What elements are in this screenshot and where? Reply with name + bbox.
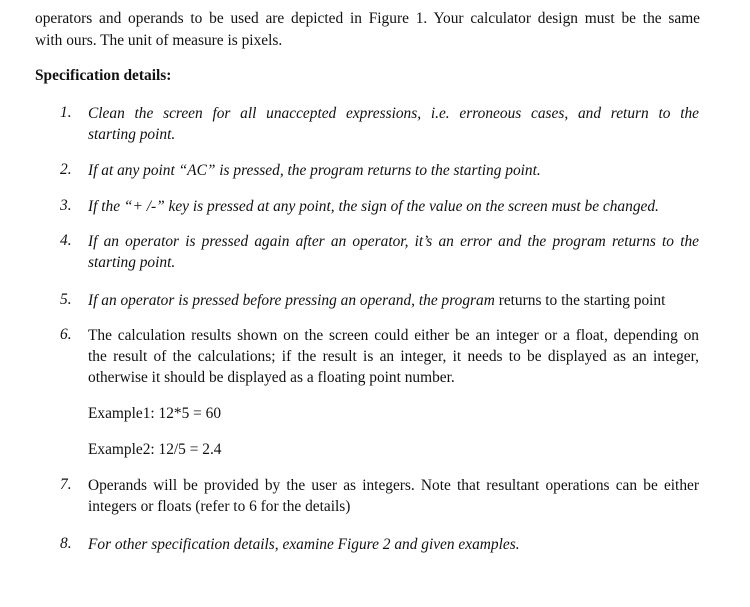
item-5-text (88, 290, 699, 311)
item-6-example-1: Example1: 12*5 = 60 (88, 405, 222, 422)
intro-line-1: operators and operands to be used are depicted in Figure 1. Your calculator design must be the same (35, 10, 700, 27)
item-4-number: 4. (60, 232, 72, 249)
item-2-number: 2. (60, 161, 72, 178)
item-6-number: 6. (60, 326, 72, 343)
item-4-line-2: starting point. (88, 254, 176, 271)
item-6-example-2: Example2: 12/5 = 2.4 (88, 441, 222, 458)
item-7-text (88, 475, 699, 517)
item-2-line-1: If at any point “AC” is pressed, the program returns to the starting point. (88, 162, 541, 179)
item-8-text (88, 534, 699, 555)
item-7-number: 7. (60, 476, 72, 493)
item-3-number: 3. (60, 197, 72, 214)
item-8-line-1: For other specification details, examine Figure 2 and given examples. (88, 536, 520, 553)
item-8-number: 8. (60, 535, 72, 552)
item-6-line-1: The calculation results shown on the screen could either be an integer or a float, depending on (88, 327, 699, 344)
item-7-line-2: integers or floats (refer to 6 for the details) (88, 498, 351, 515)
item-3-line-1: If the “+ /-” key is pressed at any point, the sign of the value on the screen must be changed. (88, 198, 659, 215)
item-4-line-1: If an operator is pressed again after an operator, it’s an error and the program returns to the (88, 233, 699, 250)
item-5-italic-part: If an operator is pressed before pressing an operand, the program (88, 292, 495, 309)
item-7-line-1: Operands will be provided by the user as integers. Note that resultant operations can be either (88, 477, 699, 494)
item-3-text (88, 196, 699, 217)
item-5-line-1 (88, 290, 699, 311)
intro-line-2: with ours. The unit of measure is pixels. (35, 32, 283, 49)
item-1-number: 1. (60, 104, 72, 121)
item-6-line-2: the result of the calculations; if the result is an integer, it needs to be displayed as an integer, (88, 348, 699, 365)
item-6-line-3: otherwise it should be displayed as a floating point number. (88, 369, 455, 386)
item-1-text (88, 103, 699, 145)
item-5-regular-part: returns to the starting point (494, 292, 666, 309)
item-1-line-1: Clean the screen for all unaccepted expressions, i.e. erroneous cases, and return to the (88, 105, 699, 122)
item-6-text (88, 325, 699, 388)
item-2-text (88, 160, 699, 181)
item-1-line-2: starting point. (88, 126, 176, 143)
item-5-number: 5. (60, 291, 72, 308)
item-4-text (88, 231, 699, 273)
section-heading: Specification details: (35, 67, 172, 84)
